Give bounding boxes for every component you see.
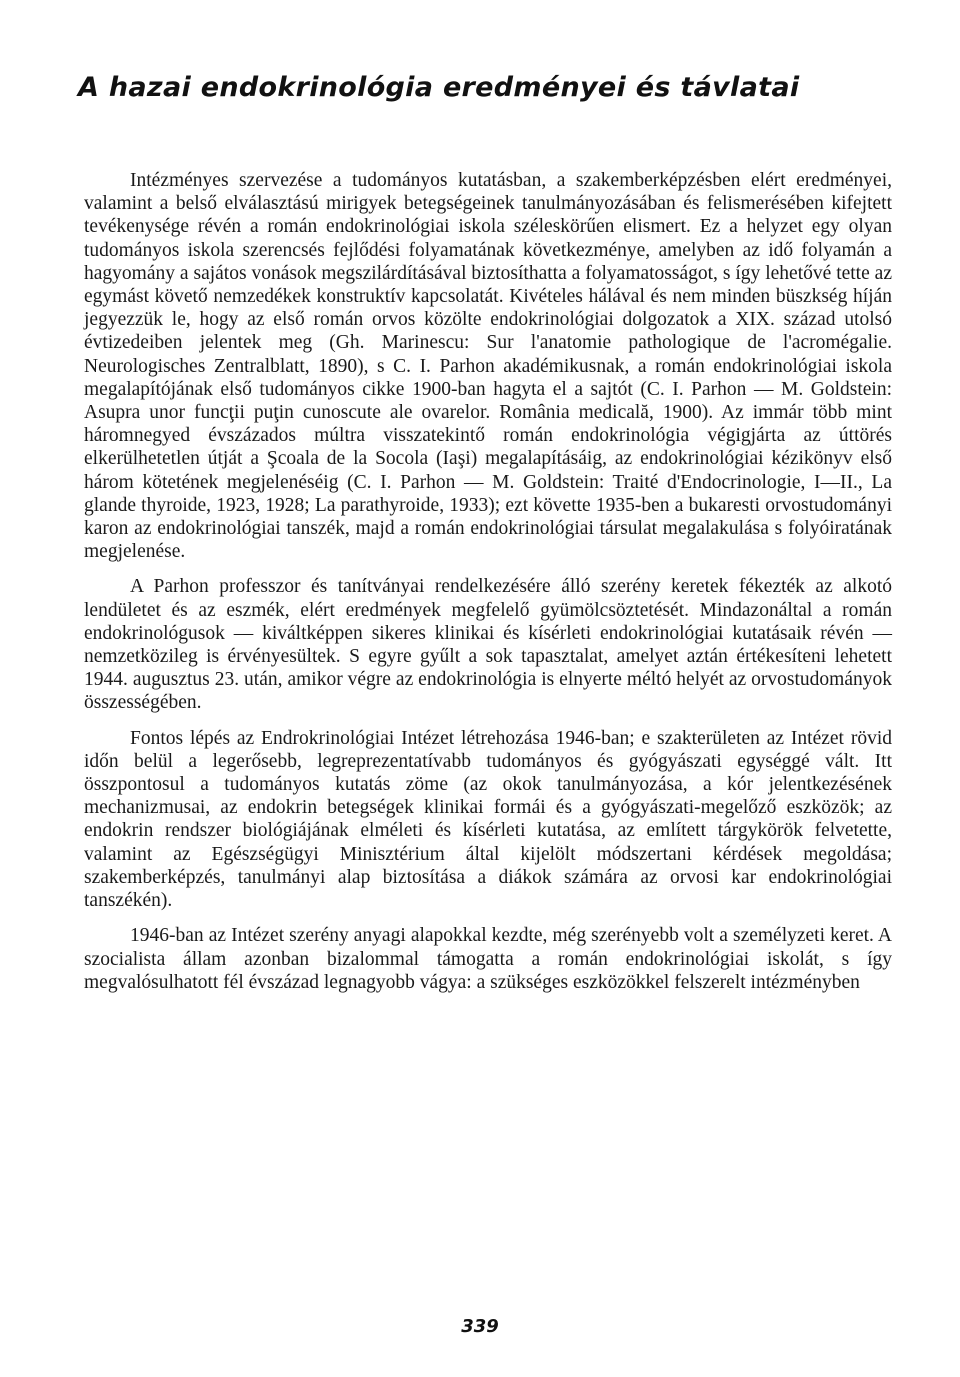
page-number: 339: [461, 1316, 499, 1337]
paragraph-3: Fontos lépés az Endrokrinológiai Intézet létrehozása 1946-ban; e szakterületen az Intézet rövid időn belül a legerősebb, legreprezentatívabb tudományos és gyógyászati egységgé vált. Itt összpontosul a tudományos kutatás zöme (az okok tanulmányozása, a kór jelentkezésének mechanizmusai, az endokrin betegségek klinikai formái és a gyógyászati-megelőző eszközök; az endokrin rendszer biológiájának elméleti és kísérleti kutatása, az említett tárgykörök felvetette, valamint az Egészségügyi Minisztérium által kijelölt módszertani kérdések megoldása; szakemberképzés, tanulmányi alap biztosítása a diákok számára az orvosi kar endokrinológiai tanszékén).: [84, 727, 892, 912]
article-title: A hazai endokrinológia eredményei és távlatai: [78, 72, 800, 103]
paragraph-4: 1946-ban az Intézet szerény anyagi alapokkal kezdte, még szerényebb volt a személyzeti keret. A szocialista állam azonban bizalommal támogatta a román endokrinológiai iskolát, s így megvalósulhatott fél évszázad legnagyobb vágya: a szükséges eszközökkel felszerelt intézményben: [84, 925, 892, 993]
paragraph-1: Intézményes szervezése a tudományos kutatásban, a szakemberképzésben elért eredményei, valamint a belső elválasztású mirigyek betegségeinek tanulmányozásában és felismerésében kifejtett tevékenysége révén a román endokrinológiai iskola széleskörűen elismert. Ez a helyzet egy olyan tudományos iskola szerencsés fejlődési folyamatának következménye, amelyben az idő folyamán a hagyomány a sajátos vonások megszilárdításával biztosíthatta a folyamatosságot, s így lehetővé tette az egymást követő nemzedékek konstruktív kapcsolatát. Kivételes hálával és nem minden büszkség híján jegyezzük le, hogy az első román orvos közölte endokrinológiai dolgozatok a XIX. század utolsó évtizedeiben jelentek meg (Gh. Marinescu: Sur l'anatomie pathologique de l'acromégalie. Neurologisches Zentralblatt, 1890), s C. I. Parhon akadémikusnak, a román endokrinológiai iskola megalapítójának első tudományos cikke 1900-ban hagyta el a sajtót (C. I. Parhon — M. Goldstein: Asupra unor funcţii puţin cunoscute ale ovarelor. România medicală, 1900). Az immár több mint háromnegyed évszázados múltra visszatekintő román endokrinológia végigjárta az úttörés elkerülhetetlen útját a Şcoala de la Socola (Iaşi) megalapításáig, az endokrinológiai kézikönyv első három kötetének megjelenéséig (C. I. Parhon — M. Goldstein: Traité d'Endocrinologie, I—II., La glande thyroide, 1923, 1928; La parathyroide, 1933); ezt követte 1935-ben a bukaresti orvostudományi karon az endokrinológiai tanszék, majd a román endokrinológiai társulat megalakulása s folyóiratának megjelenése.: [84, 170, 892, 563]
paragraph-2: A Parhon professzor és tanítványai rendelkezésére álló szerény keretek fékezték az alkotó lendületet és az eszmék, elért eredmények megfelelő gyümölcsöztetését. Mindazonáltal a román endokrinológusok — kiváltképpen sikeres klinikai és kísérleti endokrinológiai kutatásaik révén — nemzetközileg is érvényesültek. S egyre gyűlt a sok tapasztalat, amelyet aztán értékesíteni lehetett 1944. augusztus 23. után, amikor végre az endokrinológia is elnyerte méltó helyét az orvostudományok összességében.: [84, 576, 892, 714]
article-body: [84, 169, 892, 994]
